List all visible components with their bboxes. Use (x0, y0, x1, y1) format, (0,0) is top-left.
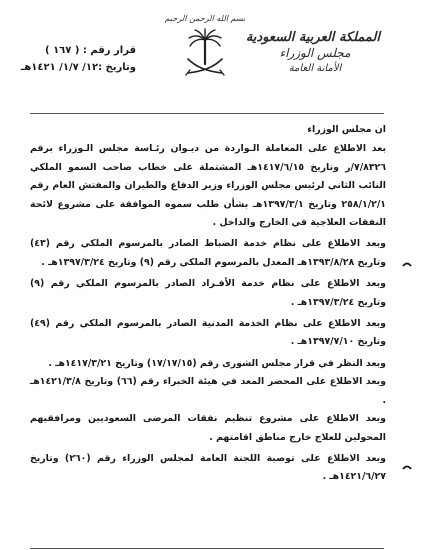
secretariat-name: الأمانة العامة (288, 63, 342, 74)
decision-number: قرار رقم : ( ١٦٧ ) (45, 45, 136, 56)
margin-mark-icon (402, 260, 412, 270)
org-name: المملكة العربية السعودية (245, 30, 380, 45)
council-name: مجلس الوزراء (279, 46, 351, 60)
basmala: بسم الله الرحمن الرحيم (164, 14, 246, 23)
footer-divider (30, 548, 384, 549)
margin-mark-icon (402, 463, 412, 473)
header-divider (30, 113, 384, 114)
paragraph: وبعد الاطلاع على توصية اللجنة العامة لمجلس الوزراء رقم (٢٦٠) وتاريخ ١٤٢١/٦/٢٧هـ . (30, 452, 386, 483)
palm-swords-emblem-icon (182, 26, 228, 80)
decision-date: وتاريخ :١٢/ ١/٧/ ١٤٢١هـ (20, 62, 136, 73)
paragraph: وبعد النظر في قرار مجلس الشورى رقم (١٧/١٧/١٥) وتاريخ ١٤١٧/٣/٢١هـ . (48, 357, 386, 369)
decision-info (16, 42, 136, 76)
header-center (160, 14, 250, 80)
decision-body (30, 121, 386, 546)
letterhead (245, 30, 380, 75)
body-title: ان مجلس الوزراء (307, 124, 386, 135)
paragraph: وبعد الاطلاع على المحضر المعد في هيئة الخبراء رقم (٦٦) وتاريخ ١٤٢١/٣/٨هـ . (30, 376, 386, 406)
paragraph: وبعد الاطلاع على نظام الخدمة المدنية الصادر بالمرسوم الملكي رقم (٤٩) وتاريخ ١٣٩٧/٧/١٠هـ . (30, 318, 386, 348)
paragraph: وبعد الاطلاع على نظام خدمة الأفـراد الصادر بالمرسوم الملكي رقم (٩) وتاريخ ١٣٩٧/٣/٢٤هـ . (30, 278, 386, 308)
paragraph: بعد الاطلاع على المعاملة الـواردة من ديـوان رئـاسة مجلس الـوزراء برقم ٧/٨٣٢٦/ر وتاريخ ١٤١٧/٦/١٥هـ المشتملة على خطاب صاحب السمو الملكي النائب الثاني لرئيس مجلس الوزراء وزير الدفاع والطيران والمفتش العام رقم ٢٥٨/١/٢/١ وتاريخ ١٣٩٧/٣/١هـ بشأن طلب سموه الموافقة على مشروع لائحة النفقات العلاجية في الخارج والداخل . (30, 143, 387, 229)
paragraph: وبعد الاطلاع على مشروع تنظيم نفقات المرضى السعوديين ومرافقيهم المحولين للعلاج خارج مناطق اقامتهم . (30, 413, 386, 443)
paragraph: وبعد الاطلاع على نظام خدمة الضباط الصادر بالمرسوم الملكي رقم (٤٣) وتاريخ ١٣٩٣/٨/٢٨هـ المعدل بالمرسوم الملكي رقم (٩) وتاريخ ١٣٩٧/٣/٢٤هـ . (30, 238, 386, 268)
